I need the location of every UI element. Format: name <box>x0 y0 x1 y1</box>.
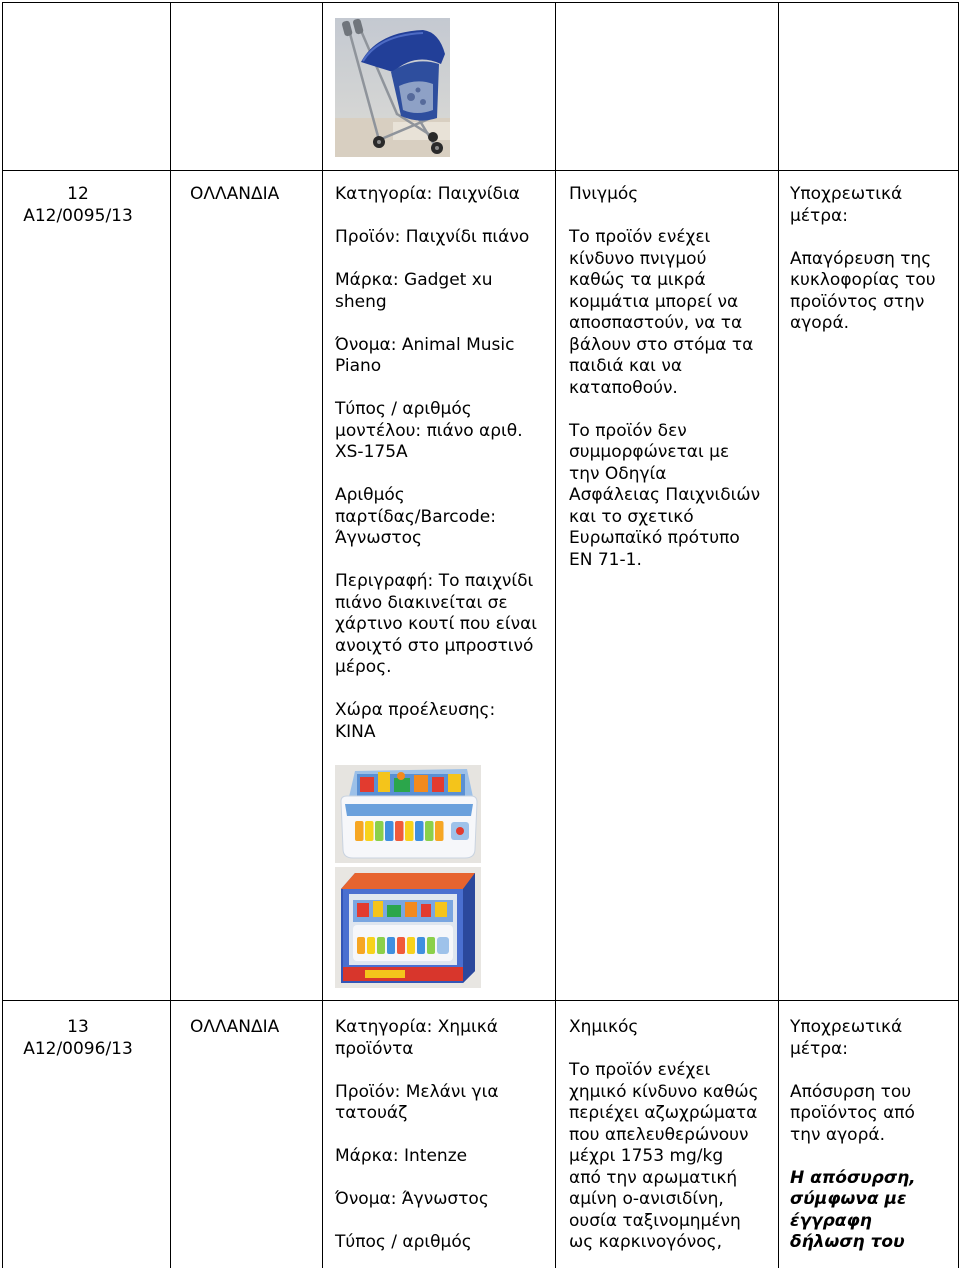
table-cell-risk <box>556 3 779 171</box>
measures-note: Η απόσυρση, σύμφωνα με έγγραφη δήλωση του <box>790 1167 916 1252</box>
table-cell-product <box>323 3 556 171</box>
table-cell-risk <box>556 171 779 1001</box>
risk-description: Το προϊόν ενέχει κίνδυνο πνιγμού καθώς τα μικρά κομμάτια μπορεί να αποσπαστούν, να τα βάλουν στο στόμα τα παιδιά και να καταποθούν. <box>569 227 754 398</box>
risk-compliance: Το προϊόν δεν συμμορφώνεται με την Οδηγία Ασφάλειας Παιχνιδιών και το σχετικό Ευρωπαϊκό πρότυπο ΕΝ 71-1. <box>569 420 761 570</box>
toy-piano-boxed-photo <box>335 867 481 988</box>
product-name: Προϊόν: Μελάνι για τατουάζ <box>335 1081 499 1123</box>
table-cell-country <box>171 1001 323 1268</box>
boxed-piano <box>353 900 453 961</box>
measures-label: Υποχρεωτικά μέτρα: <box>790 1017 903 1059</box>
risk-type: Χημικός <box>569 1017 639 1037</box>
measures-description: Απόσυρση του προϊόντος από την αγορά. <box>790 1081 915 1145</box>
table-cell-number <box>3 171 171 1001</box>
product-type-model: Τύπος / αριθμός μοντέλου: πιάνο αριθ. XS-175A <box>335 399 523 462</box>
toy-piano-top-tray <box>349 769 473 797</box>
product-country-of-origin: Χώρα προέλευσης: ΚΙΝΑ <box>335 700 496 742</box>
table-cell-country <box>171 171 323 1001</box>
stroller-photo <box>335 18 450 157</box>
product-description: Περιγραφή: Το παιχνίδι πιάνο διακινείται σε χάρτινο κουτί που είναι ανοιχτό στο μπροστινό μέρος. <box>335 571 538 677</box>
table-cell-product <box>323 1001 556 1268</box>
product-category: Κατηγορία: Παιχνίδια <box>335 184 520 204</box>
product-type-model: Τύπος / αριθμός <box>335 1232 472 1252</box>
table-cell-measures <box>779 1001 959 1268</box>
product-model-name: Όνομα: Άγνωστος <box>335 1189 489 1209</box>
table-cell-measures <box>779 171 959 1001</box>
risk-type: Πνιγμός <box>569 184 639 204</box>
measures-label: Υποχρεωτικά μέτρα: <box>790 184 903 226</box>
product-brand: Μάρκα: Gadget xu sheng <box>335 270 493 312</box>
table-cell-measures <box>779 3 959 171</box>
table-cell-number <box>3 3 171 171</box>
table-cell-country <box>171 3 323 171</box>
risk-description: Το προϊόν ενέχει χημικό κίνδυνο καθώς περιέχει αζωχρώματα που απελευθερώνουν μέχρι 1753 mg/kg από την αρωματική αμίνη ο-ανισιδίνη, ουσία ταξινομημένη ως καρκινογόνος, <box>569 1060 759 1252</box>
notification-reference: A12/0095/13 <box>23 205 133 226</box>
notification-reference: A12/0096/13 <box>23 1038 133 1059</box>
toy-piano-photo <box>335 765 481 863</box>
table-cell-risk <box>556 1001 779 1268</box>
measures-description: Απαγόρευση της κυκλοφορίας του προϊόντος στην αγορά. <box>790 248 936 333</box>
table-cell-product <box>323 171 556 1001</box>
notification-number: 12 <box>67 184 89 204</box>
notifications-table <box>2 2 959 1268</box>
product-batch-barcode: Αριθμός παρτίδας/Barcode: Άγνωστος <box>335 485 496 548</box>
toy-piano-keys <box>355 821 444 841</box>
product-model-name: Όνομα: Animal Music Piano <box>335 334 515 376</box>
table-cell-number <box>3 1001 171 1268</box>
notifying-country: ΟΛΛΑΝΔΙΑ <box>190 184 280 204</box>
product-name: Προϊόν: Παιχνίδι πιάνο <box>335 227 530 247</box>
notification-number: 13 <box>67 1017 89 1037</box>
product-category: Κατηγορία: Χημικά προϊόντα <box>335 1017 498 1059</box>
product-brand: Μάρκα: Intenze <box>335 1146 468 1166</box>
notifying-country: ΟΛΛΑΝΔΙΑ <box>190 1017 280 1037</box>
